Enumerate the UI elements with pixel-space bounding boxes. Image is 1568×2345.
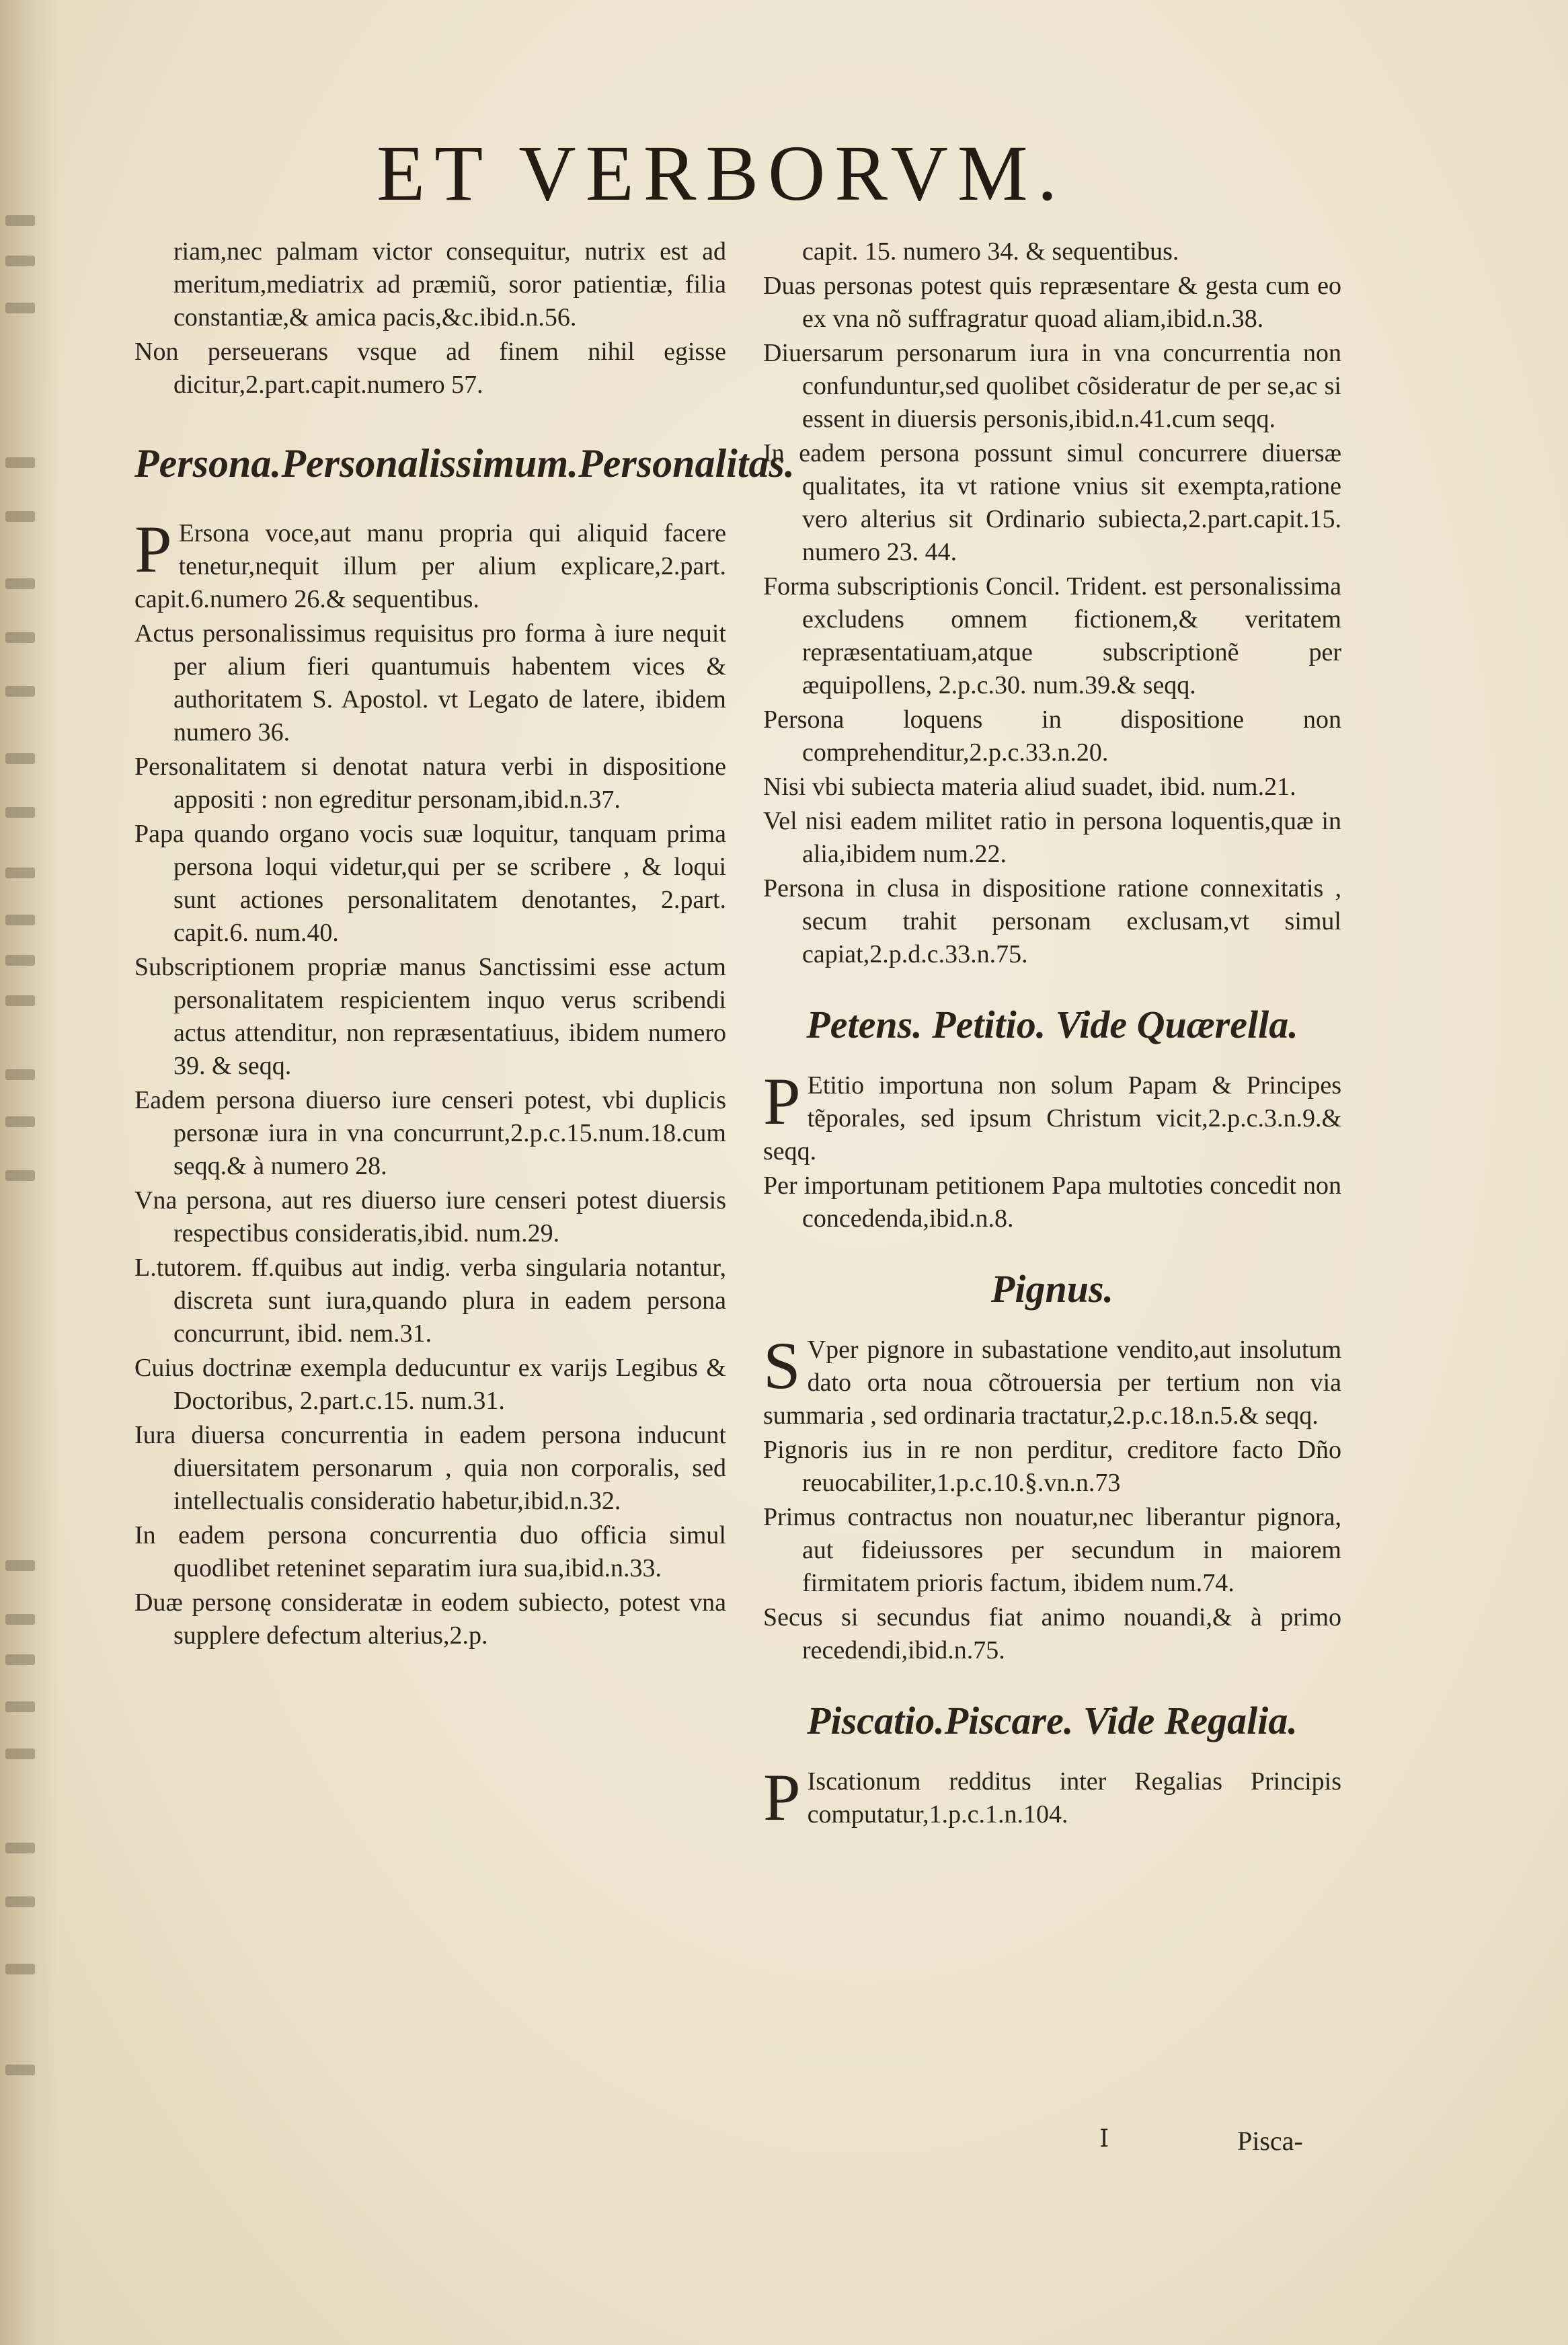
index-entry: Persona loquens in dispositione non comprehenditur,2.p.c.33.n.20. (763, 705, 1341, 767)
right-column (763, 235, 1341, 1833)
index-entry: riam,nec palmam victor consequitur, nutrix est ad meritum,mediatrix ad præmiũ, soror patientiæ, filia constantiæ,& amica pacis,&c.ibid.n.56. (173, 237, 726, 332)
index-entry: Persona in clusa in dispositione ratione connexitatis , secum trahit personam exclusam,vt simul capiat,2.p.d.c.33.n.75. (763, 874, 1341, 968)
index-entry: L.tutorem. ff.quibus aut indig. verba singularia notantur, discreta sunt iura,quando plura in eadem persona concurrunt, ibid. nem.31. (134, 1254, 726, 1348)
left-column (134, 235, 795, 1654)
entry-text: Iscationum redditus inter Regalias Principis computatur,1.p.c.1.n.104. (807, 1767, 1341, 1829)
index-entry: Diuersarum personarum iura in vna concurrentia non confunduntur,sed quolibet cõsideratur de per se,ac si essent in diuersis personis,ibid.n.41.cum seqq. (763, 339, 1341, 433)
index-entry: Per importunam petitionem Papa multoties concedit non concedenda,ibid.n.8. (763, 1171, 1341, 1233)
index-entry: In eadem persona concurrentia duo officia simul quodlibet reteninet separatim iura sua,ibid.n.33. (134, 1521, 726, 1582)
index-entry: Subscriptionem propriæ manus Sanctissimi esse actum personalitatem respicientem inquo verus scribendi actus attenditur, non repræsentatiuus, ibidem numero 39. & seqq. (134, 953, 726, 1080)
index-entry: Duæ personę consideratæ in eodem subiecto, potest vna supplere defectum alterius,2.p. (134, 1588, 726, 1650)
entry-text: Vper pignore in subastatione vendito,aut insolutum dato orta noua cõtrouersia per tertium non via summaria , sed ordinaria tractatur,2.p.c.18.n.5.& seqq. (763, 1336, 1341, 1430)
index-entry: Secus si secundus fiat animo nouandi,& à primo recedendi,ibid.n.75. (763, 1603, 1341, 1664)
catchword: Pisca- (1237, 2126, 1303, 2156)
index-entry: Vel nisi eadem militet ratio in persona loquentis,quæ in alia,ibidem num.22. (763, 807, 1341, 868)
index-entry: In eadem persona possunt simul concurrere diuersæ qualitates, ita vt ratione vnius sit exempta,ratione vero alterius sit Ordinario subiecta,2.part.capit.15. numero 23. 44. (763, 439, 1341, 566)
index-entry: Forma subscriptionis Concil. Trident. est personalissima excludens omnem fictionem,& veritatem repræsentatiuam,atque subscriptionẽ per æquipollens, 2.p.c.30. num.39.& seqq. (763, 572, 1341, 699)
index-entry: Iura diuersa concurrentia in eadem persona inducunt diuersitatem personarum , quia non corporalis, sed intellectualis consideratio habetur,ibid.n.32. (134, 1421, 726, 1515)
index-entry: Primus contractus non nouatur,nec liberantur pignora, aut fideiussores per secundum in maiorem firmitatem prioris factum, ibidem num.74. (763, 1503, 1341, 1597)
index-entry: Papa quando organo vocis suæ loquitur, tanquam prima persona loqui videtur,qui per se scribere , & loqui sunt actiones personalitatem denotantes, 2.part. capit.6. num.40. (134, 820, 726, 947)
running-head: ET VERBORVM. (377, 129, 1067, 217)
index-entry: Eadem persona diuerso iure censeri potest, vbi duplicis personæ iura in vna concurrunt,2.p.c.15.num.18.cum seqq.& à numero 28. (134, 1086, 726, 1180)
index-entry: capit. 15. numero 34. & sequentibus. (802, 237, 1179, 266)
drop-cap: P (763, 1760, 801, 1835)
section-heading: Persona.Personalissimum.Personalitas. (134, 441, 795, 486)
section-heading: Petens. Petitio. Vide Quærella. (806, 1003, 1298, 1046)
drop-cap: P (763, 1064, 801, 1139)
index-entry: Pignoris ius in re non perditur, creditore facto Dño reuocabiliter,1.p.c.10.§.vn.n.73 (763, 1436, 1341, 1497)
entry-text: Etitio importuna non solum Papam & Principes tẽporales, sed ipsum Christum vicit,2.p.c.3.n.9.& seqq. (763, 1071, 1341, 1165)
index-entry: Vna persona, aut res diuerso iure censeri potest diuersis respectibus consideratis,ibid. num.29. (134, 1186, 726, 1247)
index-entry-first (763, 1064, 1341, 1168)
index-entry-first (763, 1760, 1341, 1835)
index-entry: Personalitatem si denotat natura verbi in dispositione appositi : non egreditur personam,ibid.n.37. (134, 753, 726, 814)
index-entry: Nisi vbi subiecta materia aliud suadet, ibid. num.21. (763, 773, 1296, 801)
section-heading: Pignus. (990, 1267, 1114, 1311)
index-entry: Cuius doctrinæ exempla deducuntur ex varijs Legibus & Doctoribus, 2.part.c.15. num.31. (134, 1354, 726, 1415)
adjacent-page-fragments (0, 202, 47, 2219)
entry-text: Ersona voce,aut manu propria qui aliquid facere tenetur,nequit illum per alium explicare,2.part. capit.6.numero 26.& sequentibus. (134, 519, 726, 613)
index-entry-first (134, 512, 726, 616)
index-entry: Non perseuerans vsque ad finem nihil egisse dicitur,2.part.capit.numero 57. (134, 338, 726, 399)
drop-cap: S (763, 1328, 801, 1403)
index-entry: Actus personalissimus requisitus pro forma à iure nequit per alium fieri quantumuis habentem vices & authoritatem S. Apostol. vt Legato de latere, ibidem numero 36. (134, 619, 726, 746)
section-heading: Piscatio.Piscare. Vide Regalia. (807, 1699, 1298, 1742)
index-entry: Duas personas potest quis repræsentare & gesta cum eo ex vna nõ suffragratur quoad aliam,ibid.n.38. (763, 272, 1341, 333)
index-entry-first (763, 1328, 1341, 1432)
signature-mark: I (1099, 2125, 1109, 2153)
drop-cap: P (134, 512, 172, 586)
